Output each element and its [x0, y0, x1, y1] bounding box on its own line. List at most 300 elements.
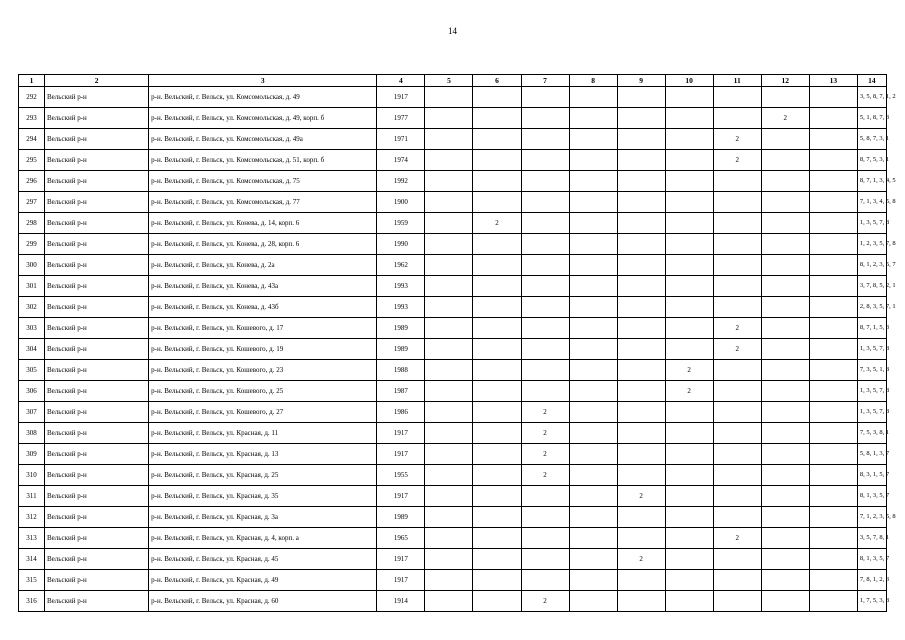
- mark-cell-col-12: [761, 486, 809, 507]
- mark-cell-col-7: [521, 108, 569, 129]
- page-number: 14: [448, 26, 457, 36]
- row-number-cell: 294: [19, 129, 45, 150]
- address-cell: р-н. Вельский, г. Вельск, ул. Комсомольская, д. 49а: [149, 129, 377, 150]
- mark-cell-col-6: [473, 129, 521, 150]
- year-cell: 1977: [377, 108, 425, 129]
- mark-cell-col-5: [425, 192, 473, 213]
- address-cell: р-н. Вельский, г. Вельск, ул. Кошевого, д. 17: [149, 318, 377, 339]
- address-cell: р-н. Вельский, г. Вельск, ул. Конева, д. 28, корп. 6: [149, 234, 377, 255]
- mark-cell-col-8: [569, 465, 617, 486]
- address-cell: р-н. Вельский, г. Вельск, ул. Комсомольская, д. 75: [149, 171, 377, 192]
- mark-cell-col-6: 2: [473, 213, 521, 234]
- mark-cell-col-5: [425, 234, 473, 255]
- district-cell: Вельский р-н: [45, 570, 149, 591]
- mark-cell-col-9: [617, 129, 665, 150]
- address-cell: р-н. Вельский, г. Вельск, ул. Комсомольская, д. 51, корп. б: [149, 150, 377, 171]
- district-cell: Вельский р-н: [45, 528, 149, 549]
- mark-cell-col-12: [761, 171, 809, 192]
- mark-cell-col-5: [425, 444, 473, 465]
- mark-cell-col-5: [425, 423, 473, 444]
- mark-cell-col-5: [425, 255, 473, 276]
- mark-cell-col-9: [617, 381, 665, 402]
- codes-cell: 1, 3, 5, 7, 8: [857, 213, 886, 234]
- year-cell: 1917: [377, 423, 425, 444]
- district-cell: Вельский р-н: [45, 108, 149, 129]
- mark-cell-col-7: [521, 549, 569, 570]
- mark-cell-col-9: [617, 591, 665, 612]
- mark-cell-col-7: [521, 528, 569, 549]
- mark-cell-col-7: 2: [521, 444, 569, 465]
- address-cell: р-н. Вельский, г. Вельск, ул. Кошевого, д. 19: [149, 339, 377, 360]
- mark-cell-col-7: [521, 192, 569, 213]
- table-row: [19, 87, 887, 108]
- mark-cell-col-9: [617, 318, 665, 339]
- mark-cell-col-8: [569, 255, 617, 276]
- address-cell: р-н. Вельский, г. Вельск, ул. Кошевого, д. 27: [149, 402, 377, 423]
- year-cell: 1917: [377, 444, 425, 465]
- mark-cell-col-7: [521, 297, 569, 318]
- mark-cell-col-13: [809, 276, 857, 297]
- mark-cell-col-12: [761, 213, 809, 234]
- mark-cell-col-12: [761, 276, 809, 297]
- mark-cell-col-10: [665, 339, 713, 360]
- year-cell: 1993: [377, 276, 425, 297]
- mark-cell-col-11: 2: [713, 129, 761, 150]
- year-cell: 1993: [377, 297, 425, 318]
- row-number-cell: 299: [19, 234, 45, 255]
- mark-cell-col-9: [617, 276, 665, 297]
- mark-cell-col-9: [617, 297, 665, 318]
- mark-cell-col-7: [521, 150, 569, 171]
- district-cell: Вельский р-н: [45, 150, 149, 171]
- address-cell: р-н. Вельский, г. Вельск, ул. Конева, д. 14, корп. 6: [149, 213, 377, 234]
- district-cell: Вельский р-н: [45, 360, 149, 381]
- mark-cell-col-13: [809, 255, 857, 276]
- mark-cell-col-9: [617, 171, 665, 192]
- address-cell: р-н. Вельский, г. Вельск, ул. Комсомольская, д. 49: [149, 87, 377, 108]
- table-row: [19, 402, 887, 423]
- column-header-4: 4: [377, 75, 425, 87]
- address-cell: р-н. Вельский, г. Вельск, ул. Кошевого, д. 25: [149, 381, 377, 402]
- address-cell: р-н. Вельский, г. Вельск, ул. Красная, д. 35: [149, 486, 377, 507]
- mark-cell-col-11: [713, 465, 761, 486]
- table-row: [19, 591, 887, 612]
- mark-cell-col-5: [425, 297, 473, 318]
- row-number-cell: 316: [19, 591, 45, 612]
- mark-cell-col-9: [617, 192, 665, 213]
- mark-cell-col-9: 2: [617, 549, 665, 570]
- mark-cell-col-10: [665, 423, 713, 444]
- year-cell: 1988: [377, 360, 425, 381]
- mark-cell-col-8: [569, 192, 617, 213]
- mark-cell-col-7: 2: [521, 465, 569, 486]
- registry-table: [18, 74, 896, 612]
- mark-cell-col-8: [569, 150, 617, 171]
- row-number-cell: 300: [19, 255, 45, 276]
- mark-cell-col-9: [617, 255, 665, 276]
- table-row: [19, 150, 887, 171]
- mark-cell-col-7: 2: [521, 402, 569, 423]
- mark-cell-col-8: [569, 381, 617, 402]
- mark-cell-col-13: [809, 486, 857, 507]
- mark-cell-col-12: [761, 591, 809, 612]
- mark-cell-col-7: [521, 360, 569, 381]
- mark-cell-col-12: [761, 549, 809, 570]
- mark-cell-col-13: [809, 402, 857, 423]
- table-row: [19, 465, 887, 486]
- row-number-cell: 310: [19, 465, 45, 486]
- mark-cell-col-13: [809, 591, 857, 612]
- mark-cell-col-12: [761, 255, 809, 276]
- mark-cell-col-11: [713, 255, 761, 276]
- mark-cell-col-8: [569, 108, 617, 129]
- row-number-cell: 314: [19, 549, 45, 570]
- mark-cell-col-10: [665, 150, 713, 171]
- table-row: [19, 570, 887, 591]
- year-cell: 1987: [377, 381, 425, 402]
- row-number-cell: 301: [19, 276, 45, 297]
- codes-cell: 8, 1, 3, 5, 7: [857, 486, 886, 507]
- mark-cell-col-8: [569, 423, 617, 444]
- mark-cell-col-6: [473, 192, 521, 213]
- mark-cell-col-5: [425, 381, 473, 402]
- table-row: [19, 528, 887, 549]
- mark-cell-col-10: [665, 528, 713, 549]
- mark-cell-col-7: [521, 171, 569, 192]
- table-row: [19, 108, 887, 129]
- mark-cell-col-8: [569, 87, 617, 108]
- mark-cell-col-7: [521, 255, 569, 276]
- district-cell: Вельский р-н: [45, 87, 149, 108]
- codes-cell: 3, 5, 7, 8, 1: [857, 528, 886, 549]
- mark-cell-col-7: [521, 318, 569, 339]
- address-cell: р-н. Вельский, г. Вельск, ул. Кошевого, д. 23: [149, 360, 377, 381]
- row-number-cell: 303: [19, 318, 45, 339]
- mark-cell-col-12: [761, 402, 809, 423]
- table-row: [19, 339, 887, 360]
- mark-cell-col-9: [617, 150, 665, 171]
- address-cell: р-н. Вельский, г. Вельск, ул. Конева, д. 43а: [149, 276, 377, 297]
- mark-cell-col-8: [569, 213, 617, 234]
- mark-cell-col-9: [617, 234, 665, 255]
- mark-cell-col-8: [569, 171, 617, 192]
- year-cell: 1917: [377, 549, 425, 570]
- mark-cell-col-5: [425, 129, 473, 150]
- mark-cell-col-13: [809, 87, 857, 108]
- codes-cell: 8, 1, 3, 5, 7: [857, 549, 886, 570]
- mark-cell-col-5: [425, 360, 473, 381]
- mark-cell-col-6: [473, 423, 521, 444]
- table-row: [19, 213, 887, 234]
- mark-cell-col-6: [473, 402, 521, 423]
- codes-cell: 7, 1, 3, 4, 5, 8: [857, 192, 886, 213]
- mark-cell-col-12: [761, 192, 809, 213]
- mark-cell-col-9: [617, 360, 665, 381]
- mark-cell-col-12: [761, 150, 809, 171]
- codes-cell: 1, 7, 5, 3, 8: [857, 591, 886, 612]
- row-number-cell: 292: [19, 87, 45, 108]
- mark-cell-col-5: [425, 318, 473, 339]
- table-body: [19, 87, 896, 612]
- district-cell: Вельский р-н: [45, 591, 149, 612]
- district-cell: Вельский р-н: [45, 213, 149, 234]
- mark-cell-col-11: [713, 444, 761, 465]
- district-cell: Вельский р-н: [45, 171, 149, 192]
- mark-cell-col-7: [521, 87, 569, 108]
- year-cell: 1955: [377, 465, 425, 486]
- mark-cell-col-13: [809, 213, 857, 234]
- mark-cell-col-9: [617, 402, 665, 423]
- column-header-11: 11: [713, 75, 761, 87]
- address-cell: р-н. Вельский, г. Вельск, ул. Комсомольская, д. 49, корп. б: [149, 108, 377, 129]
- mark-cell-col-13: [809, 234, 857, 255]
- year-cell: 1914: [377, 591, 425, 612]
- mark-cell-col-6: [473, 528, 521, 549]
- mark-cell-col-7: [521, 486, 569, 507]
- mark-cell-col-6: [473, 318, 521, 339]
- mark-cell-col-12: [761, 339, 809, 360]
- mark-cell-col-6: [473, 360, 521, 381]
- codes-cell: 8, 1, 2, 3, 5, 7: [857, 255, 886, 276]
- mark-cell-col-10: [665, 318, 713, 339]
- table-row: [19, 423, 887, 444]
- column-header-2: 2: [45, 75, 149, 87]
- year-cell: 1900: [377, 192, 425, 213]
- row-number-cell: 293: [19, 108, 45, 129]
- table-row: [19, 171, 887, 192]
- address-cell: р-н. Вельский, г. Вельск, ул. Красная, д. 49: [149, 570, 377, 591]
- mark-cell-col-6: [473, 87, 521, 108]
- column-header-14: 14: [857, 75, 886, 87]
- mark-cell-col-5: [425, 465, 473, 486]
- mark-cell-col-12: [761, 528, 809, 549]
- mark-cell-col-11: 2: [713, 528, 761, 549]
- mark-cell-col-6: [473, 570, 521, 591]
- mark-cell-col-9: [617, 339, 665, 360]
- district-cell: Вельский р-н: [45, 339, 149, 360]
- mark-cell-col-5: [425, 108, 473, 129]
- mark-cell-col-5: [425, 528, 473, 549]
- mark-cell-col-13: [809, 528, 857, 549]
- mark-cell-col-5: [425, 87, 473, 108]
- mark-cell-col-10: [665, 192, 713, 213]
- mark-cell-col-11: [713, 171, 761, 192]
- mark-cell-col-6: [473, 486, 521, 507]
- mark-cell-col-13: [809, 360, 857, 381]
- table-row: [19, 486, 887, 507]
- mark-cell-col-9: [617, 87, 665, 108]
- row-number-cell: 296: [19, 171, 45, 192]
- row-number-cell: 315: [19, 570, 45, 591]
- codes-cell: 1, 3, 5, 7, 8: [857, 339, 886, 360]
- mark-cell-col-13: [809, 381, 857, 402]
- district-cell: Вельский р-н: [45, 402, 149, 423]
- mark-cell-col-11: [713, 402, 761, 423]
- year-cell: 1992: [377, 171, 425, 192]
- mark-cell-col-12: [761, 465, 809, 486]
- mark-cell-col-12: [761, 234, 809, 255]
- address-cell: р-н. Вельский, г. Вельск, ул. Красная, д. 60: [149, 591, 377, 612]
- codes-cell: 5, 8, 7, 3, 1: [857, 129, 886, 150]
- district-cell: Вельский р-н: [45, 444, 149, 465]
- year-cell: 1989: [377, 507, 425, 528]
- row-number-cell: 313: [19, 528, 45, 549]
- mark-cell-col-12: [761, 297, 809, 318]
- codes-cell: 7, 8, 1, 2, 3: [857, 570, 886, 591]
- codes-cell: 1, 3, 5, 7, 8: [857, 381, 886, 402]
- mark-cell-col-8: [569, 276, 617, 297]
- mark-cell-col-10: [665, 87, 713, 108]
- codes-cell: 3, 7, 8, 5, 2, 1: [857, 276, 886, 297]
- mark-cell-col-11: [713, 591, 761, 612]
- mark-cell-col-7: [521, 507, 569, 528]
- row-number-cell: 305: [19, 360, 45, 381]
- column-header-10: 10: [665, 75, 713, 87]
- mark-cell-col-12: [761, 318, 809, 339]
- year-cell: 1962: [377, 255, 425, 276]
- mark-cell-col-8: [569, 486, 617, 507]
- mark-cell-col-8: [569, 129, 617, 150]
- mark-cell-col-13: [809, 423, 857, 444]
- table-row: [19, 444, 887, 465]
- table-row: [19, 507, 887, 528]
- district-cell: Вельский р-н: [45, 255, 149, 276]
- district-cell: Вельский р-н: [45, 297, 149, 318]
- year-cell: 1989: [377, 339, 425, 360]
- mark-cell-col-11: 2: [713, 318, 761, 339]
- mark-cell-col-11: [713, 381, 761, 402]
- year-cell: 1989: [377, 318, 425, 339]
- mark-cell-col-11: [713, 213, 761, 234]
- codes-cell: 1, 3, 5, 7, 8: [857, 402, 886, 423]
- mark-cell-col-5: [425, 402, 473, 423]
- district-cell: Вельский р-н: [45, 549, 149, 570]
- mark-cell-col-10: [665, 276, 713, 297]
- mark-cell-col-6: [473, 444, 521, 465]
- column-header-13: 13: [809, 75, 857, 87]
- table-row: [19, 549, 887, 570]
- district-cell: Вельский р-н: [45, 276, 149, 297]
- mark-cell-col-9: [617, 507, 665, 528]
- codes-cell: 8, 7, 1, 3, 4, 5: [857, 171, 886, 192]
- mark-cell-col-9: [617, 108, 665, 129]
- mark-cell-col-5: [425, 213, 473, 234]
- row-number-cell: 309: [19, 444, 45, 465]
- mark-cell-col-11: [713, 276, 761, 297]
- mark-cell-col-6: [473, 507, 521, 528]
- mark-cell-col-12: [761, 423, 809, 444]
- mark-cell-col-10: [665, 129, 713, 150]
- address-cell: р-н. Вельский, г. Вельск, ул. Красная, д. 25: [149, 465, 377, 486]
- table-row: [19, 192, 887, 213]
- mark-cell-col-10: [665, 591, 713, 612]
- mark-cell-col-13: [809, 318, 857, 339]
- mark-cell-col-8: [569, 591, 617, 612]
- mark-cell-col-13: [809, 507, 857, 528]
- codes-cell: 5, 1, 8, 7, 3: [857, 108, 886, 129]
- table-row: [19, 129, 887, 150]
- mark-cell-col-10: [665, 465, 713, 486]
- mark-cell-col-13: [809, 339, 857, 360]
- mark-cell-col-5: [425, 150, 473, 171]
- mark-cell-col-5: [425, 591, 473, 612]
- mark-cell-col-7: 2: [521, 591, 569, 612]
- mark-cell-col-8: [569, 570, 617, 591]
- year-cell: 1965: [377, 528, 425, 549]
- codes-cell: 8, 7, 1, 5, 3: [857, 318, 886, 339]
- district-cell: Вельский р-н: [45, 318, 149, 339]
- mark-cell-col-10: [665, 108, 713, 129]
- district-cell: Вельский р-н: [45, 129, 149, 150]
- mark-cell-col-7: [521, 234, 569, 255]
- codes-cell: 2, 8, 3, 5, 7, 1: [857, 297, 886, 318]
- mark-cell-col-8: [569, 444, 617, 465]
- mark-cell-col-8: [569, 234, 617, 255]
- mark-cell-col-11: [713, 87, 761, 108]
- mark-cell-col-9: [617, 444, 665, 465]
- district-cell: Вельский р-н: [45, 486, 149, 507]
- district-cell: Вельский р-н: [45, 507, 149, 528]
- mark-cell-col-11: [713, 486, 761, 507]
- mark-cell-col-9: 2: [617, 486, 665, 507]
- address-cell: р-н. Вельский, г. Вельск, ул. Красная, д. 4, корп. а: [149, 528, 377, 549]
- mark-cell-col-9: [617, 213, 665, 234]
- mark-cell-col-8: [569, 402, 617, 423]
- mark-cell-col-10: [665, 444, 713, 465]
- mark-cell-col-9: [617, 465, 665, 486]
- mark-cell-col-6: [473, 381, 521, 402]
- district-cell: Вельский р-н: [45, 423, 149, 444]
- mark-cell-col-11: [713, 192, 761, 213]
- mark-cell-col-8: [569, 339, 617, 360]
- year-cell: 1986: [377, 402, 425, 423]
- column-header-1: 1: [19, 75, 45, 87]
- column-header-5: 5: [425, 75, 473, 87]
- year-cell: 1974: [377, 150, 425, 171]
- column-header-6: 6: [473, 75, 521, 87]
- district-cell: Вельский р-н: [45, 381, 149, 402]
- mark-cell-col-10: [665, 171, 713, 192]
- year-cell: 1917: [377, 87, 425, 108]
- mark-cell-col-12: [761, 129, 809, 150]
- mark-cell-col-10: [665, 213, 713, 234]
- mark-cell-col-11: [713, 360, 761, 381]
- mark-cell-col-7: [521, 570, 569, 591]
- row-number-cell: 307: [19, 402, 45, 423]
- mark-cell-col-7: 2: [521, 423, 569, 444]
- mark-cell-col-10: [665, 570, 713, 591]
- row-number-cell: 295: [19, 150, 45, 171]
- table-row: [19, 318, 887, 339]
- mark-cell-col-6: [473, 171, 521, 192]
- address-cell: р-н. Вельский, г. Вельск, ул. Конева, д. 2а: [149, 255, 377, 276]
- mark-cell-col-6: [473, 297, 521, 318]
- mark-cell-col-6: [473, 255, 521, 276]
- mark-cell-col-10: [665, 402, 713, 423]
- mark-cell-col-11: [713, 234, 761, 255]
- codes-cell: 3, 5, 8, 7, 1, 2: [857, 87, 886, 108]
- mark-cell-col-5: [425, 549, 473, 570]
- row-number-cell: 306: [19, 381, 45, 402]
- mark-cell-col-6: [473, 339, 521, 360]
- mark-cell-col-13: [809, 171, 857, 192]
- mark-cell-col-10: [665, 486, 713, 507]
- mark-cell-col-5: [425, 339, 473, 360]
- mark-cell-col-7: [521, 213, 569, 234]
- codes-cell: 5, 8, 1, 3, 7: [857, 444, 886, 465]
- district-cell: Вельский р-н: [45, 465, 149, 486]
- mark-cell-col-8: [569, 318, 617, 339]
